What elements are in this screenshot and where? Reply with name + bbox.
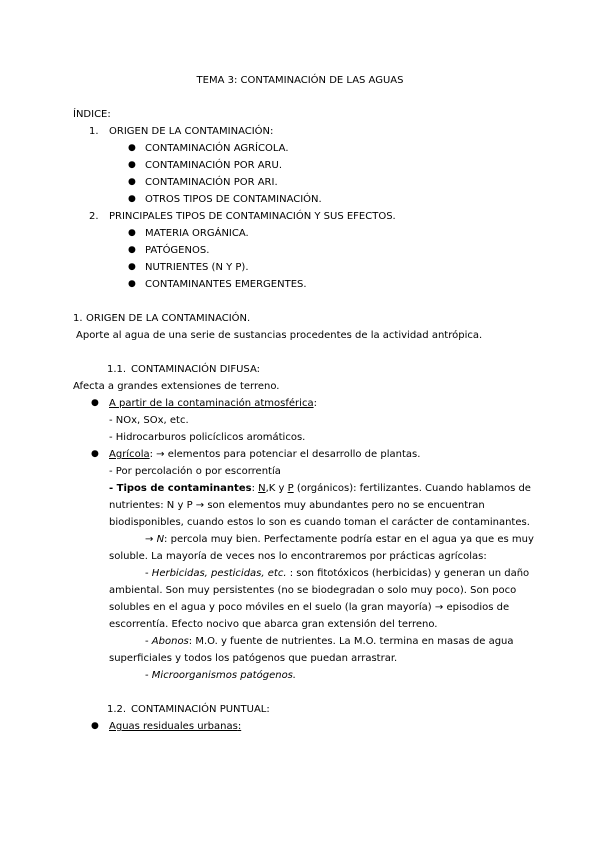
index-subitem: OTROS TIPOS DE CONTAMINACIÓN. <box>145 194 322 205</box>
agri-abonos-line <box>145 633 514 650</box>
bullet-icon: ● <box>128 194 136 204</box>
index-subitem: CONTAMINACIÓN POR ARI. <box>145 177 278 188</box>
agri-line: - Por percolación o por escorrentía <box>109 466 281 477</box>
index-item-1-label: ORIGEN DE LA CONTAMINACIÓN: <box>109 126 274 137</box>
atmos-line: - Hidrocarburos policíclicos aromáticos. <box>109 432 306 443</box>
section-1-intro: Aporte al agua de una serie de sustancias procedentes de la actividad antrópica. <box>76 330 483 341</box>
bullet-icon: ● <box>128 279 136 289</box>
agri-line: ambiental. Son muy persistentes (no se biodegradan o solo muy poco). Son poco <box>109 585 517 596</box>
agri-line: escorrentía. Efecto nocivo que abarca gran extensión del terreno. <box>109 619 438 630</box>
agri-line: soluble. La mayoría de veces nos lo encontraremos por prácticas agrícolas: <box>109 551 487 562</box>
tipos-p: P <box>287 483 294 494</box>
atmos-colon: : <box>313 398 317 409</box>
bullet-icon: ● <box>91 721 99 731</box>
bullet-icon: ● <box>128 245 136 255</box>
agri-line: nutrientes: N y P → son elementos muy abundantes pero no se encuentran <box>109 500 485 511</box>
tipos-colon: : <box>251 483 259 494</box>
micro-label: Microorganismos patógenos. <box>151 670 297 681</box>
index-subitem: NUTRIENTES (N Y P). <box>145 262 249 273</box>
bullet-icon: ● <box>91 398 99 408</box>
abonos-dash: - <box>145 636 152 647</box>
subsection-1-1-heading: CONTAMINACIÓN DIFUSA: <box>131 364 260 375</box>
index-subitem: PATÓGENOS. <box>145 245 210 256</box>
agri-line: superficiales y todos los patógenos que puedan arrastrar. <box>109 653 398 664</box>
herb-rest: : son fitotóxicos (herbicidas) y generan un daño <box>286 568 530 579</box>
bullet-icon: ● <box>128 160 136 170</box>
atmos-label: A partir de la contaminación atmosférica <box>109 398 314 409</box>
agri-tipos-line <box>109 480 531 497</box>
subsection-1-2-number: 1.2. <box>107 704 127 715</box>
agri-line: solubles en el agua y poco móviles en el suelo (la gran mayoría) → episodios de <box>109 602 510 613</box>
aru-colon: : <box>237 721 242 732</box>
micro-dash: - <box>145 670 152 681</box>
abonos-rest: : M.O. y fuente de nutrientes. La M.O. termina en masas de agua <box>188 636 514 647</box>
tipos-label: - Tipos de contaminantes <box>109 483 252 494</box>
index-item-2-label: PRINCIPALES TIPOS DE CONTAMINACIÓN Y SUS EFECTOS. <box>109 211 396 222</box>
page-title: TEMA 3: CONTAMINACIÓN DE LAS AGUAS <box>196 75 404 86</box>
n-rest: : percola muy bien. Perfectamente podría estar en el agua ya que es muy <box>164 534 534 545</box>
bullet-icon: ● <box>128 143 136 153</box>
index-item-2-number: 2. <box>89 211 99 222</box>
index-item-1-number: 1. <box>89 126 99 137</box>
index-subitem: CONTAMINACIÓN POR ARU. <box>145 160 283 171</box>
bullet-icon: ● <box>91 449 99 459</box>
bullet-icon: ● <box>128 177 136 187</box>
aru-item <box>109 718 241 735</box>
agri-line: biodisponibles, cuando estos lo son es cuando toman el carácter de contaminantes. <box>109 517 530 528</box>
index-subitem: CONTAMINACIÓN AGRÍCOLA. <box>145 143 289 154</box>
agri-rest: : → elementos para potenciar el desarrollo de plantas. <box>149 449 421 460</box>
agri-micro-line <box>145 667 296 684</box>
agri-label: Agrícola <box>109 449 150 460</box>
tipos-k: ,K y <box>265 483 288 494</box>
index-heading: ÍNDICE: <box>73 109 111 120</box>
agri-item <box>109 446 420 463</box>
difusa-intro: Afecta a grandes extensiones de terreno. <box>73 381 280 392</box>
arrow-icon: → <box>145 534 157 545</box>
abonos-label: Abonos <box>151 636 189 647</box>
section-1-heading: ORIGEN DE LA CONTAMINACIÓN. <box>86 313 251 324</box>
herb-dash: - <box>145 568 152 579</box>
subsection-1-1-number: 1.1. <box>107 364 127 375</box>
herb-label: Herbicidas, pesticidas, etc. <box>151 568 287 579</box>
subsection-1-2-heading: CONTAMINACIÓN PUNTUAL: <box>131 704 270 715</box>
index-subitem: CONTAMINANTES EMERGENTES. <box>145 279 307 290</box>
tipos-n: N <box>258 483 266 494</box>
bullet-icon: ● <box>128 228 136 238</box>
index-subitem: MATERIA ORGÁNICA. <box>145 228 249 239</box>
bullet-icon: ● <box>128 262 136 272</box>
agri-n-line <box>145 531 534 548</box>
atmos-line: - NOx, SOx, etc. <box>109 415 189 426</box>
tipos-rest: (orgánicos): fertilizantes. Cuando hablamos de <box>293 483 531 494</box>
n-label: N <box>156 534 165 545</box>
aru-label: Aguas residuales urbanas <box>109 721 238 732</box>
section-1-number: 1. <box>73 313 83 324</box>
atmos-item <box>109 395 317 412</box>
agri-herb-line <box>145 565 529 582</box>
